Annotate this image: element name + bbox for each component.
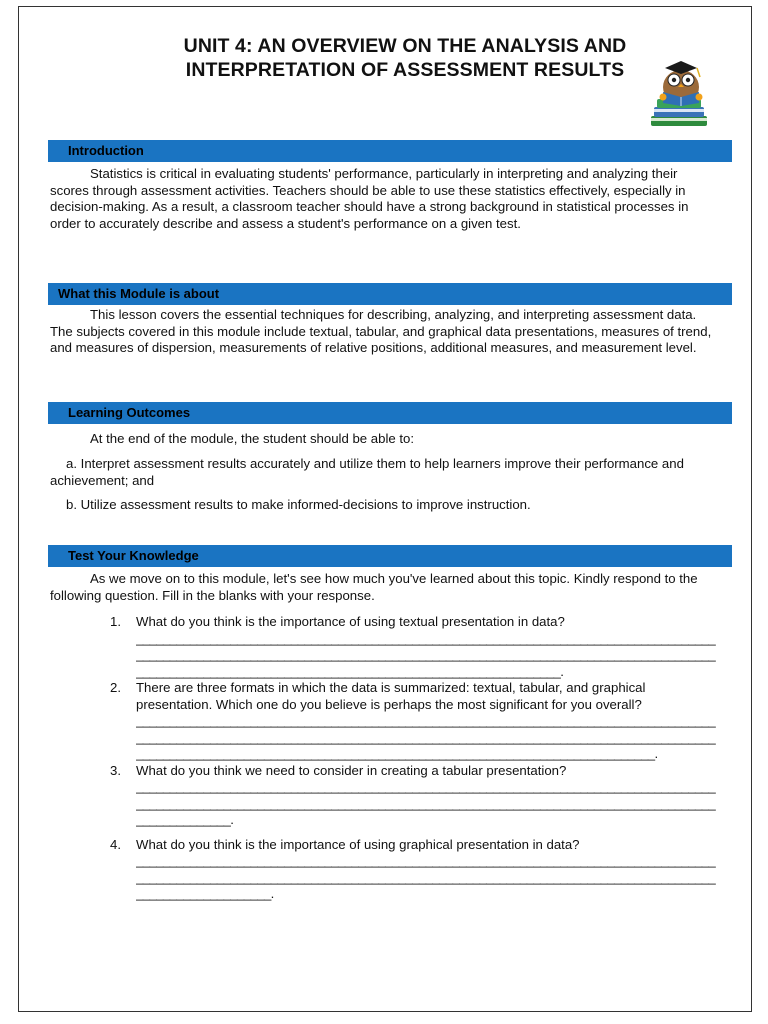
question-item (110, 837, 720, 903)
answer-blank[interactable]: ______________________________________________________________________________________ (136, 869, 716, 885)
question-number: 2. (110, 680, 121, 695)
question-number: 4. (110, 836, 121, 852)
test-knowledge-heading: Test Your Knowledge (68, 548, 199, 563)
title-line-1: UNIT 4: AN OVERVIEW ON THE ANALYSIS AND (183, 35, 627, 57)
learning-outcomes-heading: Learning Outcomes (68, 405, 191, 420)
module-about-header (48, 283, 732, 305)
owl-reading-books-icon (645, 56, 725, 132)
module-about-heading: What this Module is about (58, 286, 220, 301)
question-text: There are three formats in which the data is summarized: textual, tabular, and graphical presentation. Which one do you believe is perhaps the most significant for you overall? (136, 680, 646, 712)
answer-blank[interactable]: ______________________________________________________________________________________ (136, 713, 716, 728)
question-text: What do you think we need to consider in creating a tabular presentation? (136, 762, 567, 778)
introduction-header (48, 140, 732, 162)
module-about-paragraph: This lesson covers the essential techniques for describing, analyzing, and interpreting assessment data. The subjects covered in this module include textual, tabular, and graphical data presentations, measures of trend, and measures of dispersion, measurements of relative positions, additional measures, and measurement level. (50, 307, 712, 355)
page-title (90, 34, 720, 82)
question-text: What do you think is the importance of using textual presentation in data? (136, 614, 565, 629)
learning-outcomes-header (48, 402, 732, 424)
question-item (110, 763, 720, 829)
question-number: 1. (110, 614, 121, 629)
question-item (110, 680, 720, 763)
answer-blank[interactable]: _____________________________________________________________________________. (136, 746, 658, 761)
outcomes-intro: At the end of the module, the student should be able to: (90, 431, 415, 446)
introduction-heading: Introduction (68, 143, 144, 158)
answer-blank[interactable]: ______________________________________________________________________________________ (136, 630, 716, 646)
question-text: What do you think is the importance of using graphical presentation in data? (136, 836, 580, 852)
answer-blank[interactable]: ____________________. (136, 886, 274, 901)
question-list (110, 614, 720, 903)
question-item (110, 614, 720, 680)
answer-blank[interactable]: ______________________________________________________________________________________ (136, 779, 716, 794)
test-knowledge-header (48, 545, 732, 567)
answer-blank[interactable]: _______________________________________________________________. (136, 663, 564, 679)
answer-blank[interactable]: ______________. (136, 812, 234, 827)
answer-blank[interactable]: ______________________________________________________________________________________ (136, 729, 716, 745)
test-intro: As we move on to this module, let's see how much you've learned about this topic. Kindly respond to the following question. Fill in the blanks with your response. (50, 571, 698, 603)
outcome-item-b: b. Utilize assessment results to make informed-decisions to improve instruction. (66, 497, 531, 512)
title-line-2: INTERPRETATION OF ASSESSMENT RESULTS (185, 59, 625, 81)
question-number: 3. (110, 762, 121, 778)
answer-blank[interactable]: ______________________________________________________________________________________ (136, 853, 716, 868)
introduction-paragraph: Statistics is critical in evaluating students' performance, particularly in interpreting and analyzing their scores through assessment activities. Teachers should be able to use these statistics effectively, especially in decision-making. As a result, a classroom teacher should have a strong background in statistical processes in order to accurately describe and assess a student's performance on a given test. (50, 166, 689, 231)
answer-blank[interactable]: ______________________________________________________________________________________ (136, 647, 716, 662)
outcome-item-a: a. Interpret assessment results accurately and utilize them to help learners improve their performance and achievement; and (50, 456, 684, 488)
answer-blank[interactable]: ______________________________________________________________________________________ (136, 795, 716, 811)
